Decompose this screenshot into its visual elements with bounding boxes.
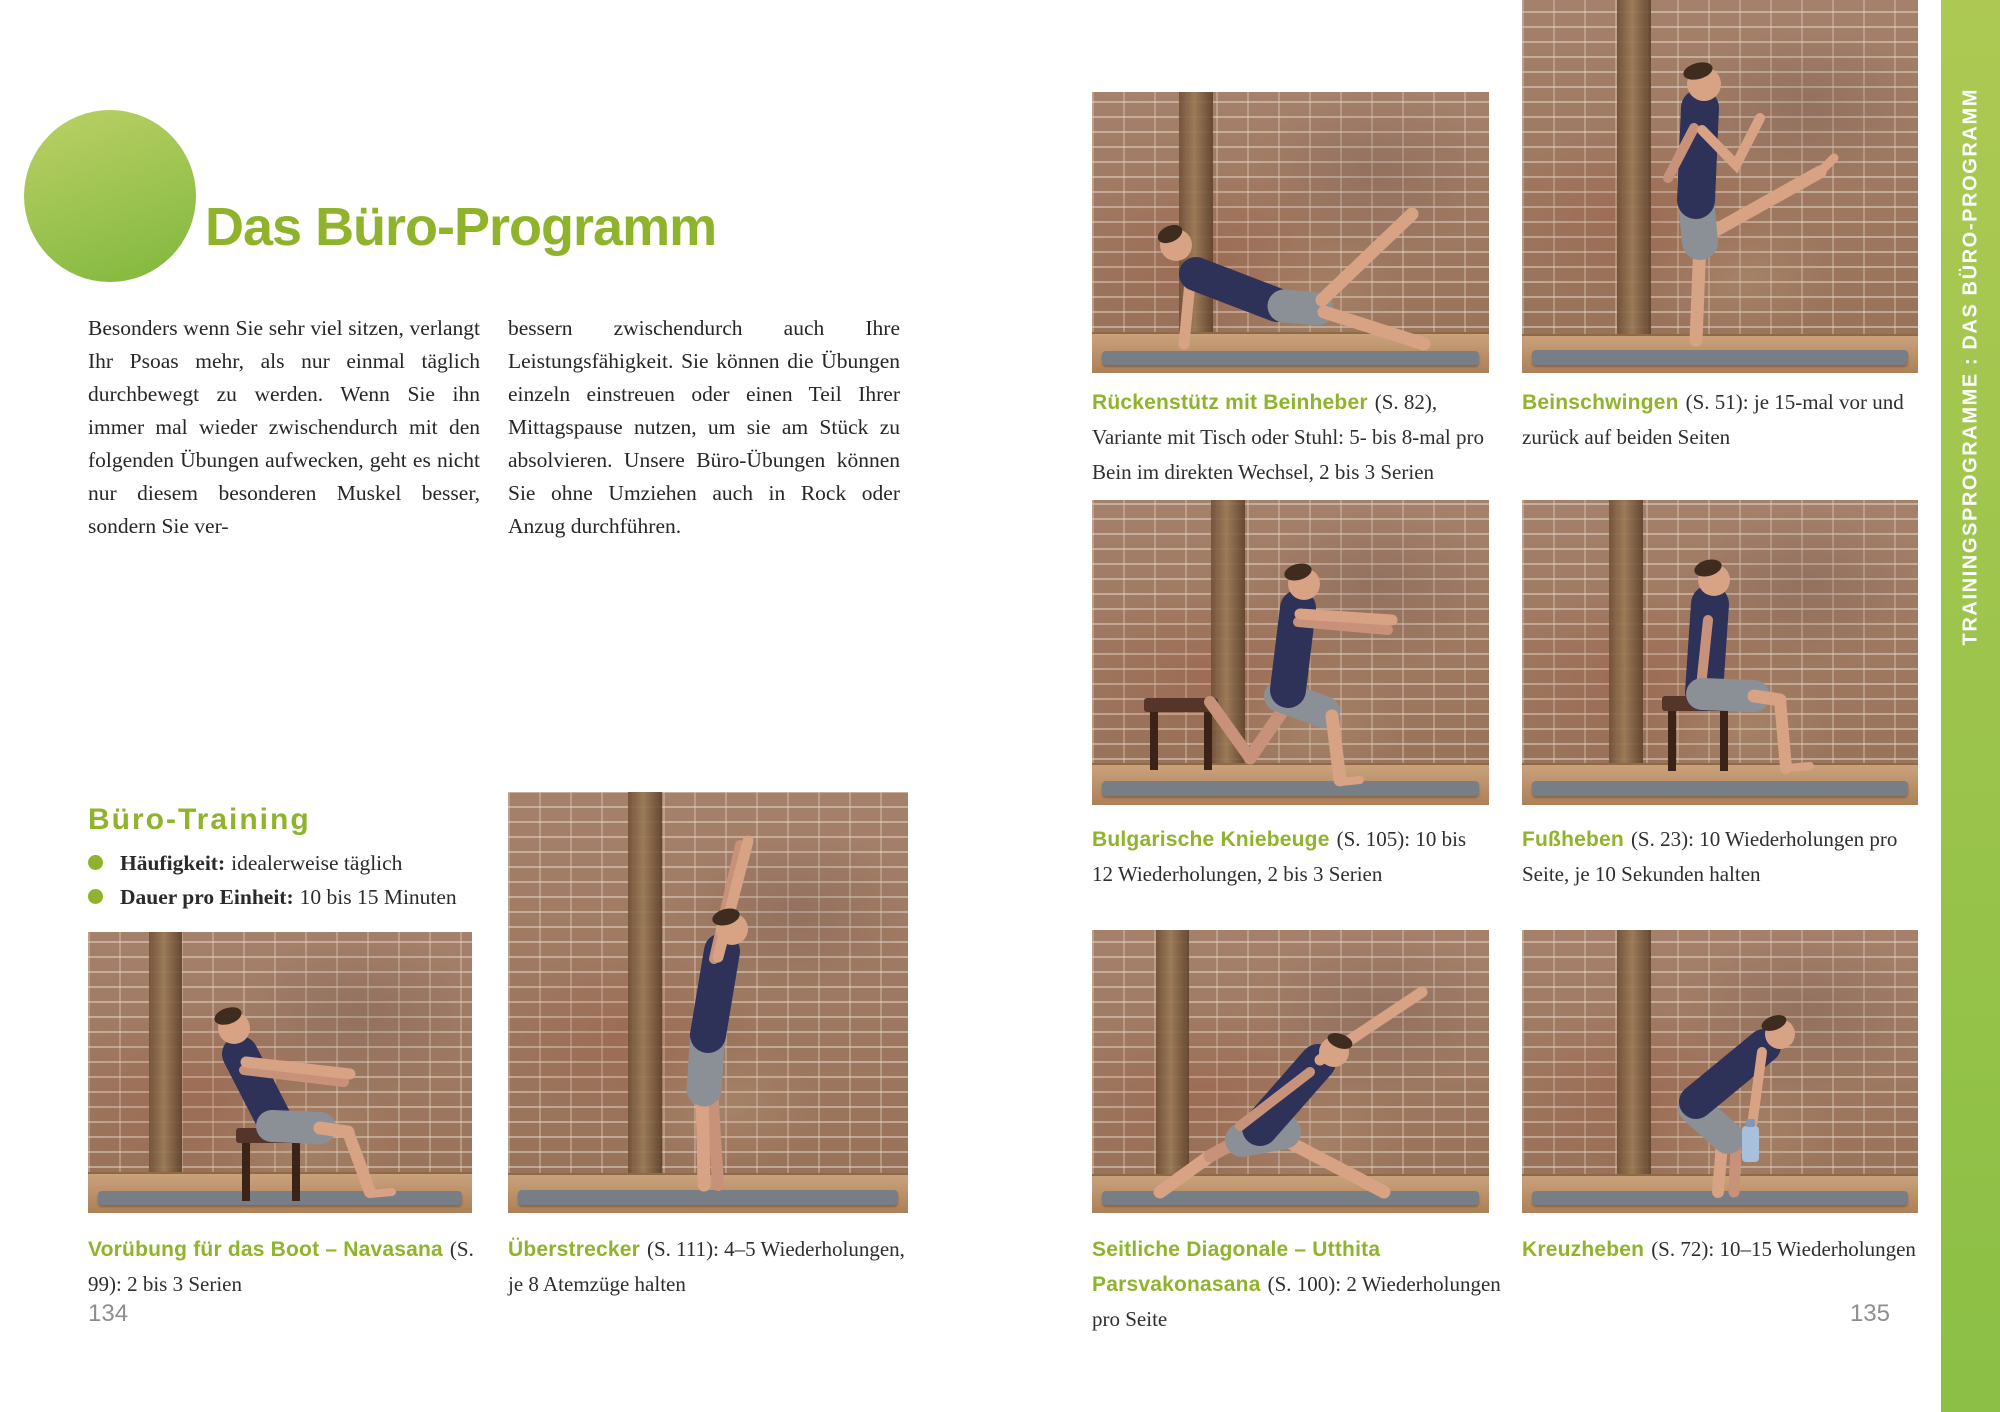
caption-fussheben: [1522, 822, 1920, 892]
exercise-name: Überstrecker: [508, 1238, 640, 1261]
bullet-label: Dauer pro Einheit:: [120, 885, 294, 909]
list-item: [88, 880, 508, 914]
figure-deadlift-with-bottle: [1522, 930, 1918, 1213]
figure-side-angle-pose: [1092, 930, 1489, 1213]
page-number-right: 135: [1849, 1300, 1890, 1327]
exercise-details: (S. 100): 2 Wiederholungen pro Seite: [1092, 1272, 1501, 1331]
caption-ueberstrecker: [508, 1232, 908, 1302]
exercise-name: Fußheben: [1522, 828, 1624, 851]
exercise-details: (S. 105): 10 bis 12 Wiederholungen, 2 bis 3 Serien: [1092, 827, 1467, 886]
exercise-details: (S. 51): je 15-mal vor und zurück auf beiden Seiten: [1522, 390, 1904, 449]
intro-column-1: Besonders wenn Sie sehr viel sitzen, verlangt Ihr Psoas mehr, als nur einmal täglich durchbewegt zu werden. Wenn Sie ihn immer mal wieder zwischendurch mit den folgenden Übungen aufwecken, geht es nicht nur diesem besonderen Muskel besser, sondern Sie ver-: [88, 316, 480, 538]
bullet-label: Häufigkeit:: [120, 851, 226, 875]
exercise-photo-kreuzheben: [1522, 930, 1918, 1213]
bullet-dot-icon: [88, 889, 103, 904]
figure-seated-lean-back: [88, 932, 472, 1213]
exercise-photo-beinschwingen: [1522, 0, 1918, 373]
exercise-details: (S. 72): 10–15 Wiederholungen: [1651, 1237, 1916, 1261]
intro-column-2: bessern zwischendurch auch Ihre Leistungsfähigkeit. Sie können die Übungen einzeln einstreuen oder einen Teil Ihrer Mittagspause nutzen, um sie am Stück zu absolvieren. Unsere Büro-Übungen können Sie ohne Umziehen auch in Rock oder Anzug durchführen.: [508, 316, 900, 538]
figure-reverse-plank-leg-lift: [1092, 92, 1489, 373]
figure-seated-foot-raise: [1522, 500, 1918, 805]
exercise-name: Vorübung für das Boot – Navasana: [88, 1238, 443, 1261]
caption-voruebung-boot: [88, 1232, 480, 1302]
exercise-name: Kreuzheben: [1522, 1238, 1645, 1261]
exercise-photo-voruebung-boot: [88, 932, 472, 1213]
exercise-photo-ueberstrecker: [508, 792, 908, 1213]
list-item: [88, 846, 508, 880]
exercise-name: Rückenstütz mit Beinheber: [1092, 391, 1368, 414]
caption-beinschwingen: [1522, 385, 1920, 455]
exercise-photo-seitliche-diagonale: [1092, 930, 1489, 1213]
bullet-text: idealerweise täglich: [231, 851, 403, 875]
bullet-dot-icon: [88, 855, 103, 870]
exercise-details: (S. 99): 2 bis 3 Serien: [88, 1237, 474, 1296]
section-heading: Büro-Training: [88, 802, 311, 836]
exercise-photo-rueckenstuetz: [1092, 92, 1489, 373]
caption-bulgarische-kniebeuge: [1092, 822, 1492, 892]
sidebar-chapter-label: TRAININGSPROGRAMME : DAS BÜRO-PROGRAMM: [1959, 88, 1981, 646]
exercise-name: Bulgarische Kniebeuge: [1092, 828, 1330, 851]
caption-seitliche-diagonale: [1092, 1232, 1502, 1337]
chapter-sidebar: [1941, 0, 2000, 1412]
exercise-photo-fussheben: [1522, 500, 1918, 805]
training-info-list: [88, 846, 508, 914]
exercise-name: Seitliche Diagonale – Utthita Parsvakonasana: [1092, 1238, 1381, 1296]
page-number-left: 134: [88, 1300, 129, 1327]
caption-kreuzheben: [1522, 1232, 1920, 1267]
exercise-details: (S. 23): 10 Wiederholungen pro Seite, je 10 Sekunden halten: [1522, 827, 1898, 886]
exercise-details: (S. 82), Variante mit Tisch oder Stuhl: 5- bis 8-mal pro Bein im direkten Wechsel, 2 bis 3 Serien: [1092, 390, 1484, 484]
page-title: Das Büro-Programm: [205, 197, 717, 258]
figure-standing-overhead-stretch: [508, 792, 908, 1213]
exercise-name: Beinschwingen: [1522, 391, 1679, 414]
caption-rueckenstuetz: [1092, 385, 1492, 490]
bullet-text: 10 bis 15 Minuten: [299, 885, 457, 909]
chapter-circle-decoration: [24, 110, 196, 282]
figure-bulgarian-split-squat: [1092, 500, 1489, 805]
exercise-details: (S. 111): 4–5 Wiederholungen, je 8 Atemzüge halten: [508, 1237, 905, 1296]
figure-standing-leg-swing: [1522, 0, 1918, 373]
exercise-photo-bulgarische-kniebeuge: [1092, 500, 1489, 805]
